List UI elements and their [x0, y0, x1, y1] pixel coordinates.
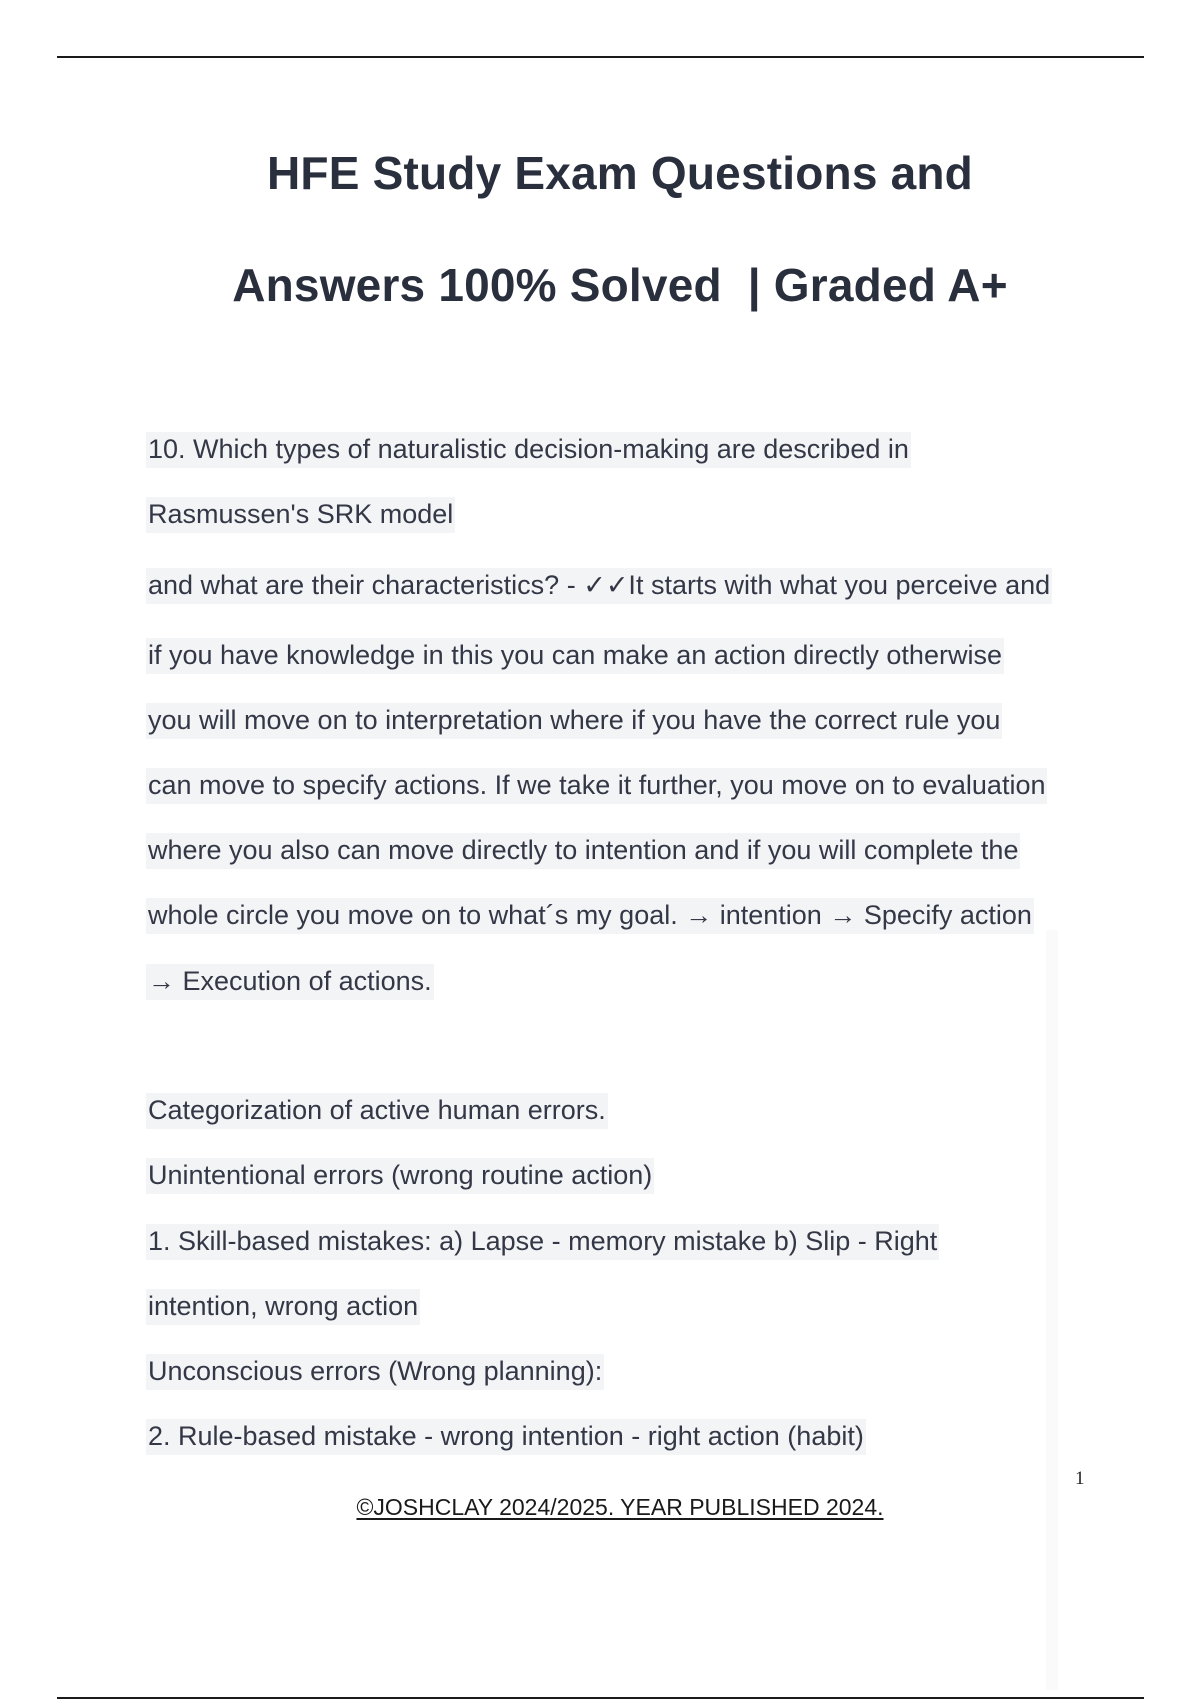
- page-number: 1: [1075, 1468, 1085, 1489]
- body-line-text: and what are their characteristics? - ✓✓It starts with what you perceive and: [146, 568, 1052, 604]
- body-line: [146, 1091, 608, 1129]
- footer-copyright-text: ©JOSHCLAY 2024/2025. YEAR PUBLISHED 2024.: [356, 1494, 884, 1520]
- body-line-text: Categorization of active human errors.: [146, 1093, 608, 1129]
- document-title-line-1: HFE Study Exam Questions and: [267, 147, 973, 199]
- body-line-text: 2. Rule-based mistake - wrong intention - right action (habit): [146, 1419, 866, 1455]
- footer-copyright: [0, 1494, 1200, 1521]
- body-line: [146, 896, 1034, 934]
- body-line-text: where you also can move directly to intention and if you will complete the: [146, 833, 1020, 869]
- side-strip: [1046, 930, 1058, 1690]
- body-line-text: can move to specify actions. If we take it further, you move on to evaluation: [146, 768, 1047, 804]
- bottom-rule: [57, 1697, 1144, 1699]
- body-line: [146, 962, 434, 1000]
- body-line-text: 1. Skill-based mistakes: a) Lapse - memory mistake b) Slip - Right: [146, 1224, 939, 1260]
- body-line-text: → Execution of actions.: [146, 964, 434, 1000]
- body-line: [146, 1222, 939, 1260]
- body-line-text: if you have knowledge in this you can make an action directly otherwise: [146, 638, 1004, 674]
- body-line-text: Unintentional errors (wrong routine action): [146, 1158, 654, 1194]
- body-line: [146, 1352, 604, 1390]
- body-line-text: Rasmussen's SRK model: [146, 497, 455, 533]
- body-line: [146, 636, 1004, 674]
- body-line: [146, 766, 1047, 804]
- body-line: [146, 701, 1002, 739]
- body-line: [146, 495, 455, 533]
- document-title-line-2: Answers 100% Solved | Graded A+: [232, 259, 1008, 311]
- body-line: [146, 1156, 654, 1194]
- body-line-text: you will move on to interpretation where if you have the correct rule you: [146, 703, 1002, 739]
- body-line-text: Unconscious errors (Wrong planning):: [146, 1354, 604, 1390]
- body-line: [146, 566, 1052, 604]
- body-line: [146, 831, 1020, 869]
- body-line: [146, 1287, 420, 1325]
- body-line-text: whole circle you move on to what´s my goal. → intention → Specify action: [146, 898, 1034, 934]
- body-line: [146, 1417, 866, 1455]
- body-line-text: intention, wrong action: [146, 1289, 420, 1325]
- body-line-text: 10. Which types of naturalistic decision-making are described in: [146, 432, 911, 468]
- body-line: [146, 430, 911, 468]
- top-rule: [57, 56, 1144, 58]
